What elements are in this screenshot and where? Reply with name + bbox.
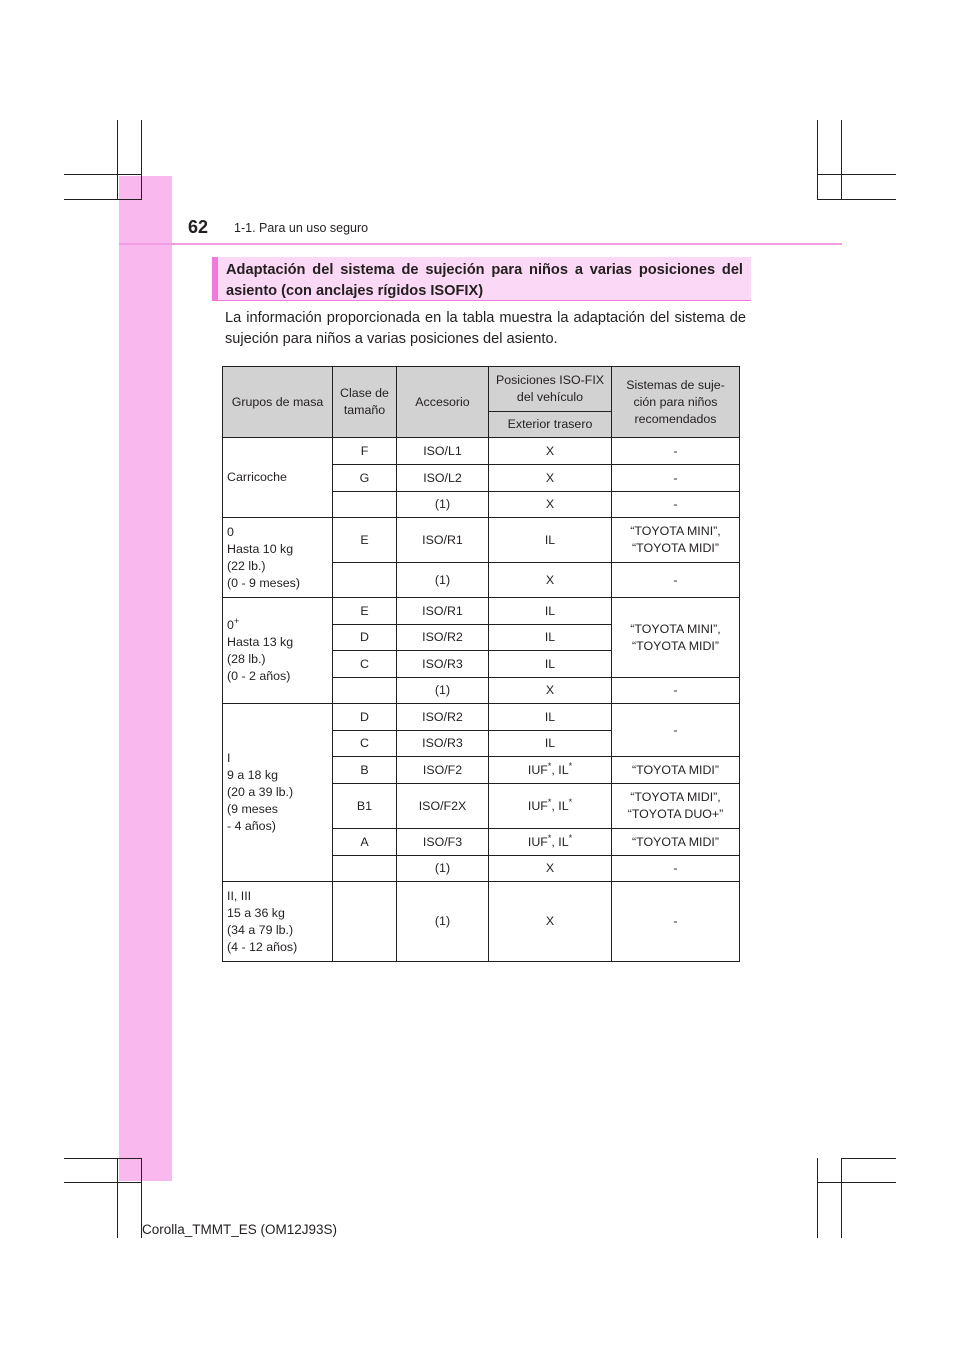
separator: , [551,762,559,777]
recommended-cell: - [612,492,740,518]
position-cell: X [489,882,612,962]
fixture-cell: ISO/R3 [397,651,489,678]
isofix-fit-table [222,366,740,962]
size-class-cell [333,678,397,704]
fixture-cell: (1) [397,678,489,704]
recommended-cell: - [612,678,740,704]
footnote-star: * [568,832,573,843]
group-carricoche: Carricoche [223,438,333,518]
size-class-cell: C [333,731,397,757]
iuf-text: IUF [527,762,548,777]
crop-mark [64,1158,142,1159]
size-class-cell: E [333,518,397,563]
recommended-cell: - [612,465,740,492]
crop-mark [141,120,142,200]
group-0: 0 Hasta 10 kg (22 lb.) (0 - 9 meses) [223,518,333,598]
size-class-cell: D [333,625,397,651]
header-mass-group: Grupos de masa [223,367,333,438]
size-class-cell: F [333,438,397,465]
crop-mark [841,1158,842,1238]
fixture-cell: (1) [397,856,489,882]
il-text: IL [558,762,569,777]
size-class-cell [333,882,397,962]
position-cell [489,757,612,784]
position-cell: X [489,465,612,492]
fixture-cell: ISO/F2X [397,784,489,829]
group-0-plus [223,598,333,704]
position-cell: IL [489,731,612,757]
fixture-cell: ISO/R1 [397,518,489,563]
recommended-cell: - [612,856,740,882]
position-cell: X [489,492,612,518]
recommended-cell: “TOYOTA MINI”, “TOYOTA MIDI” [612,518,740,563]
footnote-star: * [568,760,573,771]
crop-mark [817,1158,818,1238]
position-cell: IL [489,598,612,625]
header-size-class: Clase de tamaño [333,367,397,438]
il-text: IL [558,798,569,813]
page-number: 62 [188,217,209,237]
size-class-cell [333,856,397,882]
crop-mark [817,120,818,200]
recommended-cell: “TOYOTA MINI”, “TOYOTA MIDI” [612,598,740,678]
section-heading: Adaptación del sistema de sujeción para niños a varias posiciones del asiento (con anclajes rígidos ISOFIX) [212,257,751,301]
position-cell: IL [489,704,612,731]
fixture-cell: ISO/F3 [397,829,489,856]
fixture-cell: ISO/R2 [397,704,489,731]
fixture-cell: (1) [397,882,489,962]
position-cell [489,829,612,856]
size-class-cell: D [333,704,397,731]
footnote-star: * [568,796,573,807]
position-cell: IL [489,518,612,563]
size-class-cell: A [333,829,397,856]
header-fixture: Accesorio [397,367,489,438]
size-class-cell: E [333,598,397,625]
footnote-star: * [547,760,552,771]
group-0-plus-details: Hasta 13 kg (28 lb.) (0 - 2 años) [227,634,294,683]
recommended-cell: - [612,704,740,757]
crop-mark [817,174,896,175]
recommended-cell: - [612,882,740,962]
crop-mark [64,199,142,200]
crop-mark [64,1182,142,1183]
recommended-cell: “TOYOTA MIDI” [612,829,740,856]
header-rear-outboard: Exterior trasero [489,412,612,438]
header-recommended-systems: Sistemas de suje-ción para niños recomendados [612,367,740,438]
recommended-cell: - [612,438,740,465]
position-cell: X [489,678,612,704]
crop-mark [64,174,142,175]
plus-superscript: + [233,615,240,626]
group-2-3: II, III 15 a 36 kg (34 a 79 lb.) (4 - 12 años) [223,882,333,962]
position-cell: X [489,856,612,882]
iuf-text: IUF [527,798,548,813]
group-0-plus-label: 0 [227,617,234,632]
pink-margin-band [119,176,172,1181]
recommended-cell: - [612,563,740,598]
position-cell: X [489,563,612,598]
recommended-cell: “TOYOTA MIDI” [612,757,740,784]
separator: , [551,798,559,813]
size-class-cell [333,492,397,518]
crop-mark [841,120,842,200]
fixture-cell: (1) [397,492,489,518]
fixture-cell: ISO/R1 [397,598,489,625]
size-class-cell: B [333,757,397,784]
footnote-star: * [547,796,552,807]
header-rule [119,243,842,245]
crop-mark [841,1158,896,1159]
crop-mark [817,199,896,200]
fixture-cell: ISO/L1 [397,438,489,465]
size-class-cell: B1 [333,784,397,829]
intro-paragraph: La información proporcionada en la tabla muestra la adaptación del sistema de sujeción para niños a varias posiciones del asiento. [225,310,746,347]
crop-mark [117,120,118,200]
header-isofix-positions: Posiciones ISO-FIX del vehículo [489,367,612,412]
fixture-cell: ISO/L2 [397,465,489,492]
crop-mark [817,1182,896,1183]
fixture-cell: ISO/R2 [397,625,489,651]
fixture-cell: (1) [397,563,489,598]
position-cell: X [489,438,612,465]
il-text: IL [558,834,569,849]
recommended-cell: “TOYOTA MIDI”, “TOYOTA DUO+” [612,784,740,829]
position-cell [489,784,612,829]
group-1: I 9 a 18 kg (20 a 39 lb.) (9 meses - 4 años) [223,704,333,882]
footnote-star: * [547,832,552,843]
separator: , [551,834,559,849]
fixture-cell: ISO/R3 [397,731,489,757]
size-class-cell [333,563,397,598]
position-cell: IL [489,651,612,678]
iuf-text: IUF [527,834,548,849]
size-class-cell: C [333,651,397,678]
position-cell: IL [489,625,612,651]
crop-mark [117,1158,118,1238]
section-label: 1-1. Para un uso seguro [234,221,369,235]
fixture-cell: ISO/F2 [397,757,489,784]
footer-doc-id: Corolla_TMMT_ES (OM12J93S) [142,1222,338,1237]
size-class-cell: G [333,465,397,492]
